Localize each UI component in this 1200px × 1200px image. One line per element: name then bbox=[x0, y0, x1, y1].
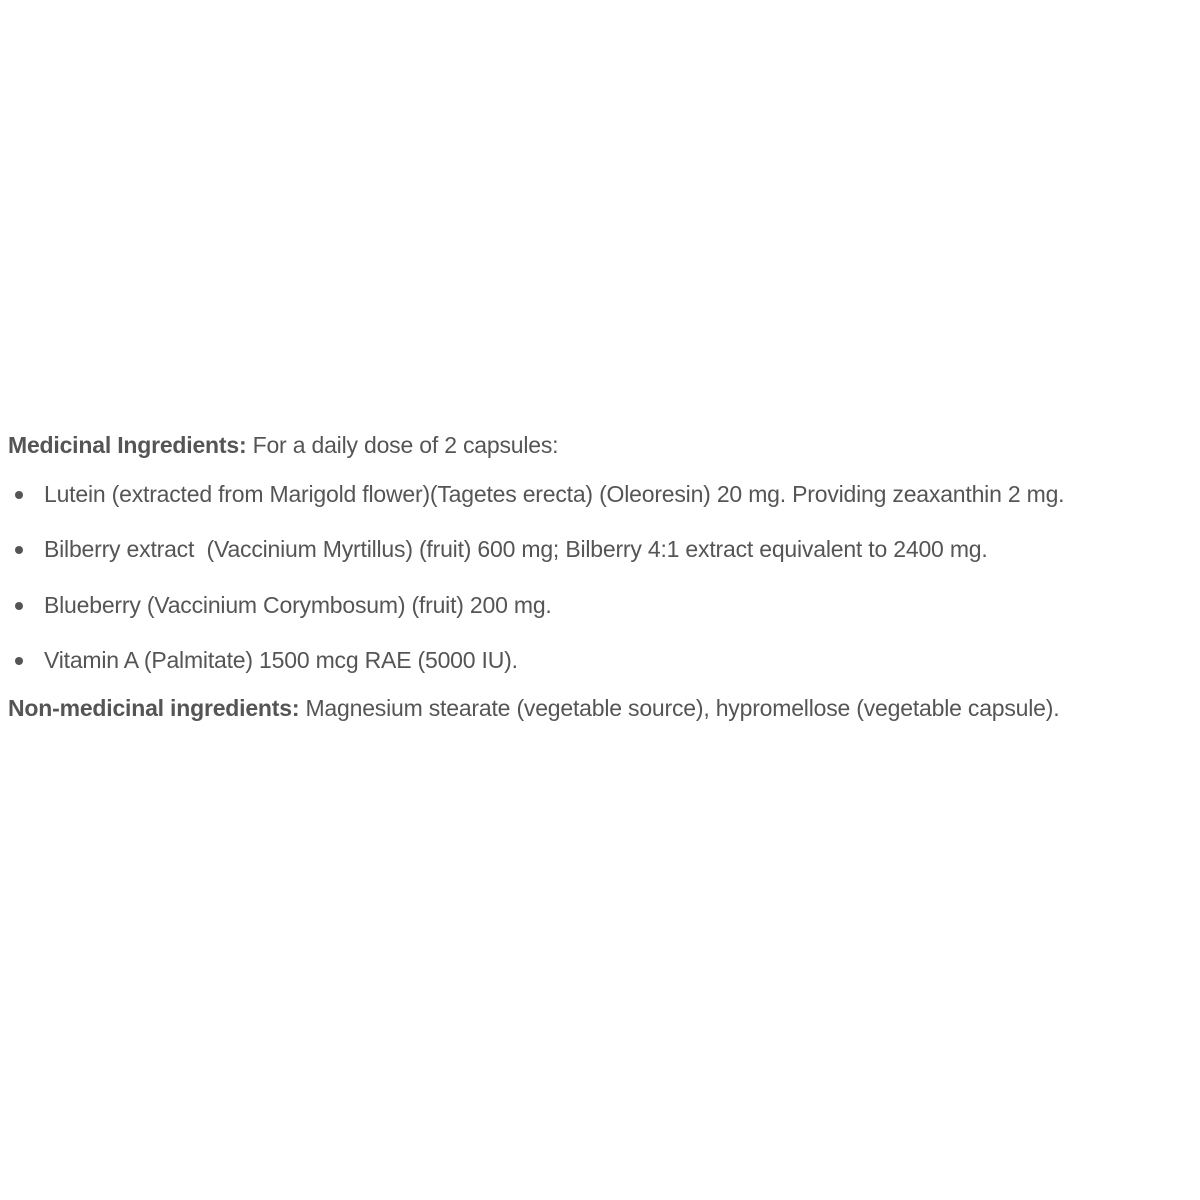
medicinal-ingredients-text: For a daily dose of 2 capsules: bbox=[246, 432, 559, 458]
medicinal-ingredients-list bbox=[8, 481, 1196, 675]
ingredients-section bbox=[8, 432, 1196, 723]
ingredient-text: Vitamin A (Palmitate) 1500 mcg RAE (5000 IU). bbox=[44, 647, 518, 674]
medicinal-ingredients-label: Medicinal Ingredients: bbox=[8, 432, 247, 458]
bullet-icon bbox=[15, 657, 23, 665]
list-item bbox=[8, 592, 1196, 620]
non-medicinal-ingredients-label: Non-medicinal ingredients: bbox=[8, 694, 300, 721]
list-item bbox=[8, 536, 1196, 564]
list-item bbox=[8, 481, 1196, 509]
bullet-icon bbox=[15, 546, 23, 554]
non-medicinal-ingredients bbox=[8, 695, 1196, 723]
list-item bbox=[8, 647, 1196, 675]
medicinal-ingredients-heading bbox=[8, 432, 1196, 460]
bullet-icon bbox=[15, 602, 23, 610]
non-medicinal-ingredients-text: Magnesium stearate (vegetable source), hypromellose (vegetable capsule). bbox=[299, 694, 1060, 721]
bullet-icon bbox=[15, 491, 23, 499]
ingredient-text: Lutein (extracted from Marigold flower)(Tagetes erecta) (Oleoresin) 20 mg. Providing zeaxanthin 2 mg. bbox=[44, 480, 1065, 507]
ingredient-text: Bilberry extract (Vaccinium Myrtillus) (fruit) 600 mg; Bilberry 4:1 extract equivalent to 2400 mg. bbox=[44, 536, 988, 563]
ingredient-text: Blueberry (Vaccinium Corymbosum) (fruit) 200 mg. bbox=[44, 591, 552, 618]
